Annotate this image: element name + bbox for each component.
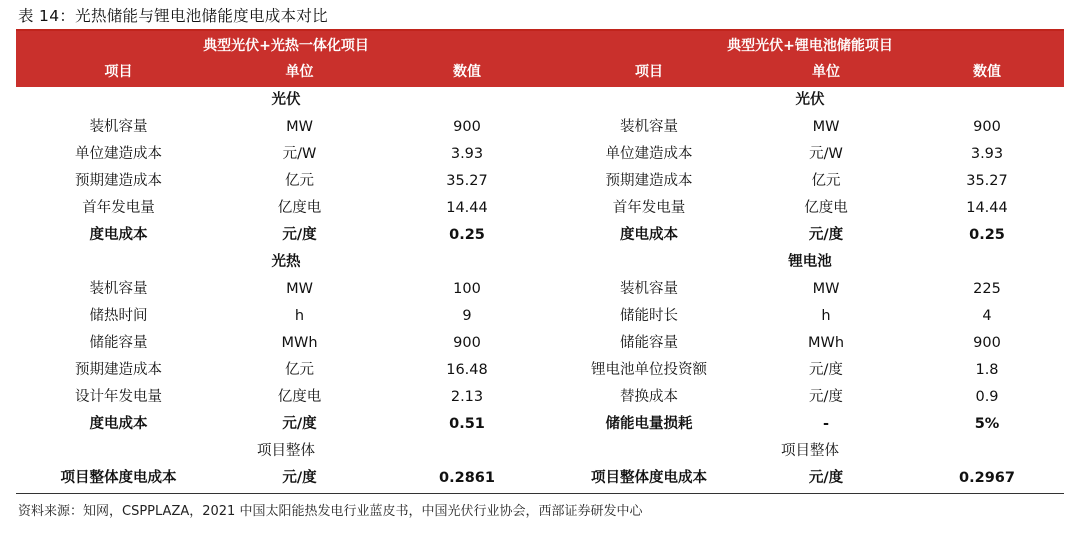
- table-row: [16, 249, 1064, 276]
- cell-unit-left: 元/度: [282, 227, 317, 243]
- subhead-label-right: 项目整体: [781, 443, 839, 459]
- cell-item-right: 单位建造成本: [605, 146, 693, 162]
- cell-item-left: 装机容量: [89, 119, 148, 135]
- cell-item-right: 装机容量: [620, 119, 678, 135]
- table-row: [16, 168, 1064, 195]
- cell-item-right: 度电成本: [620, 227, 678, 243]
- cell-value-left: 16.48: [446, 362, 488, 378]
- cell-value-left: 14.44: [446, 200, 488, 216]
- cell-value-left: 900: [453, 119, 481, 135]
- cell-unit-right: 亿度电: [804, 200, 848, 216]
- col-header-unit-left: 单位: [285, 64, 314, 80]
- cell-item-right: 替换成本: [620, 389, 678, 405]
- cell-unit-left: MW: [286, 281, 313, 297]
- cell-item-left: 储热时间: [89, 308, 148, 324]
- cell-item-left: 预期建造成本: [75, 173, 162, 189]
- section-label-left: 光热: [271, 254, 301, 270]
- cell-unit-right: MWh: [807, 335, 845, 351]
- col-header-item-right: 项目: [635, 64, 663, 80]
- cell-value-right: 900: [973, 119, 1001, 135]
- cell-item-right: 锂电池单位投资额: [591, 362, 707, 378]
- cell-unit-left: 亿元: [285, 362, 314, 378]
- cell-item-left: 度电成本: [89, 416, 148, 432]
- cell-unit-right: 元/度: [809, 362, 843, 378]
- table-row: [16, 141, 1064, 168]
- cell-unit-right: 元/度: [808, 470, 844, 486]
- cell-value-left: 2.13: [450, 389, 484, 405]
- section-label-right: 锂电池: [788, 254, 832, 270]
- cell-unit-left: 亿元: [285, 173, 314, 189]
- cell-value-right: 900: [973, 335, 1001, 351]
- table-row: [16, 87, 1064, 114]
- cell-unit-right: MW: [812, 281, 840, 297]
- cell-value-right: 3.93: [970, 146, 1004, 162]
- cell-value-left: 900: [453, 335, 481, 351]
- col-header-item-left: 项目: [104, 64, 133, 80]
- cell-item-left: 设计年发电量: [75, 389, 162, 405]
- cell-value-left: 0.2861: [439, 470, 495, 486]
- cell-item-left: 单位建造成本: [75, 146, 162, 162]
- cell-item-right: 预期建造成本: [605, 173, 693, 189]
- cell-value-left: 0.51: [449, 416, 485, 432]
- col-header-value-right: 数值: [973, 64, 1001, 80]
- table-row: [16, 357, 1064, 384]
- cell-unit-right: MW: [812, 119, 840, 135]
- table-row: [16, 438, 1064, 465]
- cell-item-right: 储能电量损耗: [605, 416, 693, 432]
- cell-value-right: 14.44: [966, 200, 1008, 216]
- cell-value-right: 1.8: [975, 362, 999, 378]
- source-note: 资料来源：知网，CSPPLAZA，2021 中国太阳能热发电行业蓝皮书，中国光伏行业协会，西部证券研发中心: [18, 504, 643, 519]
- cell-item-right: 首年发电量: [612, 200, 686, 216]
- cell-unit-right: -: [822, 416, 830, 432]
- cell-item-left: 度电成本: [89, 227, 148, 243]
- col-header-value-left: 数值: [453, 64, 481, 80]
- cell-unit-right: 元/度: [808, 227, 844, 243]
- cell-item-left: 项目整体度电成本: [60, 470, 177, 486]
- cell-value-right: 35.27: [966, 173, 1008, 189]
- table-row: [16, 114, 1064, 141]
- cell-value-left: 9: [462, 308, 472, 324]
- cell-value-right: 225: [973, 281, 1001, 297]
- cell-value-left: 100: [453, 281, 481, 297]
- cell-item-left: 首年发电量: [82, 200, 155, 216]
- cell-item-left: 储能容量: [89, 335, 148, 351]
- table-row: [16, 384, 1064, 411]
- cell-unit-left: MW: [286, 119, 313, 135]
- group-header-right: 典型光伏+锂电池储能项目: [727, 38, 893, 54]
- subhead-label-left: 项目整体: [257, 443, 315, 459]
- cell-value-right: 5%: [974, 416, 1000, 432]
- table-row: [16, 411, 1064, 438]
- cell-value-right: 0.9: [975, 389, 999, 405]
- cell-value-left: 35.27: [446, 173, 488, 189]
- cell-unit-left: h: [294, 308, 305, 324]
- cell-unit-right: h: [821, 308, 831, 324]
- table-row: [16, 465, 1064, 492]
- cell-value-left: 3.93: [450, 146, 484, 162]
- cell-item-right: 储能容量: [620, 335, 678, 351]
- cell-unit-left: 亿度电: [277, 200, 322, 216]
- cell-item-left: 预期建造成本: [75, 362, 162, 378]
- cell-unit-left: MWh: [281, 335, 318, 351]
- col-header-unit-right: 单位: [812, 64, 840, 80]
- table-header: [16, 31, 1064, 87]
- table-row: [16, 222, 1064, 249]
- cell-unit-right: 元/度: [809, 389, 843, 405]
- cell-item-right: 装机容量: [620, 281, 678, 297]
- cell-item-left: 装机容量: [89, 281, 148, 297]
- section-label-left: 光伏: [271, 92, 301, 108]
- table-row: [16, 276, 1064, 303]
- cell-item-right: 项目整体度电成本: [591, 470, 707, 486]
- table-row: [16, 303, 1064, 330]
- table-caption: 表 14：光热储能与锂电池储能度电成本对比: [18, 7, 328, 25]
- group-header-left: 典型光伏+光热一体化项目: [203, 38, 369, 54]
- cell-unit-left: 亿度电: [277, 389, 322, 405]
- cell-unit-left: 元/度: [282, 470, 317, 486]
- section-label-right: 光伏: [795, 92, 825, 108]
- cell-value-right: 4: [982, 308, 992, 324]
- cell-unit-left: 元/度: [282, 416, 317, 432]
- cell-value-right: 0.25: [969, 227, 1005, 243]
- cell-item-right: 储能时长: [620, 308, 678, 324]
- cell-value-right: 0.2967: [959, 470, 1015, 486]
- table-row: [16, 330, 1064, 357]
- cell-unit-right: 元/W: [809, 146, 843, 162]
- cell-unit-left: 元/W: [282, 146, 317, 162]
- table-row: [16, 195, 1064, 222]
- cell-value-left: 0.25: [449, 227, 485, 243]
- bottom-rule: [16, 493, 1064, 494]
- cell-unit-right: 亿元: [811, 173, 841, 189]
